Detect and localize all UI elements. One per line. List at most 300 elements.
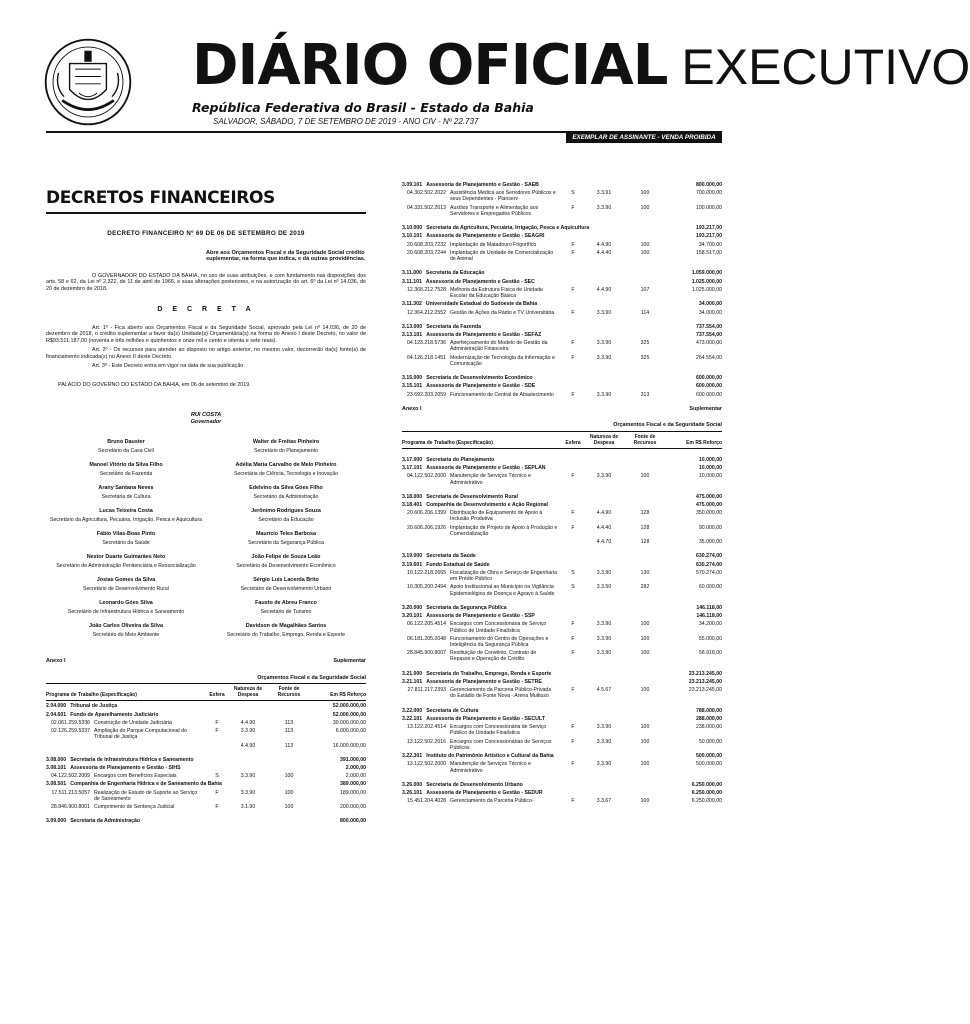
secretary-name: Manoel Vitório da Silva Filho <box>89 462 163 469</box>
row-code: 3.09.101 <box>402 182 423 188</box>
row-nature: 3.3.90 <box>596 309 612 316</box>
row-code: 28.845.900.8007 <box>407 650 446 657</box>
row-value: 23.213.245,00 <box>688 670 722 677</box>
row-description: Implantação de Projeto de Apoio à Produção e Comercialização <box>450 524 558 537</box>
row-value: 189.000,00 <box>340 789 366 796</box>
row-value: 6.250.000,00 <box>691 781 722 788</box>
row-code: 2.04.000 <box>46 703 67 710</box>
row-value: 193.217,00 <box>696 233 722 240</box>
table-row <box>402 525 722 537</box>
table-group-row <box>402 679 722 685</box>
secretary-signature <box>46 623 206 646</box>
secretary-signature <box>206 577 366 600</box>
row-nature: 3.3.90 <box>240 789 256 796</box>
table-row <box>402 190 722 202</box>
secretary-signature <box>46 531 206 554</box>
row-description: Gestão de Ações da Rádio e TV Universitária <box>450 309 555 316</box>
row-sphere: F <box>571 510 575 517</box>
row-nature: 3.3.90 <box>596 621 612 628</box>
row-value: 146.118,00 <box>696 613 722 620</box>
secretary-role: Secretário de Administração Penitenciária e Ressocialização <box>56 562 196 569</box>
row-code: 10.305.200.2494 <box>407 584 446 591</box>
row-description: Construção de Unidade Judiciária <box>94 719 172 726</box>
row-code: 23.692.203.2059 <box>407 391 446 398</box>
secretary-role: Secretário da Educação <box>258 516 314 523</box>
row-code: 3.10.101 <box>402 233 423 240</box>
row-value: 6.250.000,00 <box>691 798 722 805</box>
table-group-row <box>402 465 722 471</box>
table-row <box>402 584 722 596</box>
row-code: 3.11.101 <box>402 278 422 285</box>
row-value: 34.700,00 <box>698 241 722 248</box>
row-description: Encargos com Benefícios Especiais <box>94 773 177 780</box>
row-nature: 3.3.90 <box>596 650 612 657</box>
row-source: 100 <box>284 789 294 796</box>
decree-article-2: Art. 2º - Os recursos para atender ao disposto no artigo anterior, no mesmo valor, decorrerão da(s) fonte(s) de financiamento indicada(s) no Anexo II deste Decreto. <box>46 347 366 360</box>
row-value: 193.217,00 <box>696 225 722 232</box>
secretary-name: Sérgio Luís Lacerda Brito <box>253 577 319 584</box>
table-group-row <box>402 494 722 500</box>
decree-article-3: Art. 3º - Este Decreto entra em vigor na data de sua publicação. <box>92 363 245 370</box>
row-source: 100 <box>284 773 294 780</box>
row-code: 3.11.302 <box>402 301 422 308</box>
decree-article-1: Art. 1º - Fica aberto aos Orçamentos Fiscal e da Seguridade Social, aprovado pela Lei nº 14.036, de 20 de dezembro de 2018, o crédito suplementar a favor da(s) Unidade(s) Orçamentária(s) na forma do Anexo I deste Decreto, no valor de R$93.511.187,00 (noventa e três milhões e quinhentos e onze mil e cento e oitenta e sete reais). <box>46 324 366 344</box>
table-group-row <box>402 613 722 619</box>
row-description: Assessoria de Planejamento e Gestão - SECULT <box>426 715 545 722</box>
row-description: Secretaria da Agricultura, Pecuária, Irrigação, Pesca e Aquicultura <box>426 225 590 232</box>
row-description: Secretaria da Fazenda <box>426 323 481 330</box>
secretary-role: Secretário da Segurança Pública <box>248 539 324 546</box>
row-description: Assessoria de Planejamento e Gestão - SETRE <box>426 678 542 685</box>
row-code: 3.11.000 <box>402 270 422 277</box>
table-row <box>402 687 722 699</box>
row-sphere: F <box>215 719 219 726</box>
row-value: 158.517,00 <box>696 249 722 256</box>
row-nature: 4.4.40 <box>596 249 612 256</box>
row-value: 1.025.000,00 <box>691 286 722 293</box>
row-code: 3.22.101 <box>402 715 423 722</box>
row-description: Funcionamento do Centro de Operações e Inteligência da Segurança Pública <box>450 635 549 648</box>
secretary-role: Secretário do Planejamento <box>253 447 319 454</box>
row-sphere: F <box>215 728 219 735</box>
masthead-title-bold: DIÁRIO OFICIAL <box>192 33 668 98</box>
secretary-signature <box>46 577 206 600</box>
row-source: 100 <box>640 798 650 805</box>
row-value: 10.000,00 <box>698 456 722 463</box>
row-value: 56.918,00 <box>698 650 722 657</box>
row-source: 113 <box>284 742 294 749</box>
row-nature: 4.5.67 <box>596 687 612 694</box>
row-description: Assessoria de Planejamento e Gestão - SDE <box>426 383 536 390</box>
annex-kind: Suplementar <box>333 658 366 665</box>
row-code: 12.368.212.7528 <box>407 286 446 293</box>
col-program: Programa de Trabalho (Especificação) <box>402 439 493 446</box>
row-description: Secretaria de Desenvolvimento Urbano <box>426 781 523 788</box>
row-value: 10.000,00 <box>698 473 722 480</box>
secretary-name: Bruno Dauster <box>107 439 145 446</box>
row-code: 04.331.502.2013 <box>407 204 446 211</box>
row-code: 02.126.259.5337 <box>51 728 90 735</box>
annex-label: Anexo I <box>46 658 66 665</box>
row-code: 3.21.101 <box>402 678 423 685</box>
decree-title: DECRETO FINANCEIRO Nº 69 DE 06 DE SETEMBRO DE 2019 <box>107 230 305 237</box>
secretary-role: Secretário da Saúde <box>102 539 150 546</box>
row-description: Implantação de Matadouro Frigorífico <box>450 241 537 248</box>
row-nature: 3.3.90 <box>596 569 612 576</box>
row-source: 113 <box>284 728 294 735</box>
row-source: 100 <box>640 204 650 211</box>
row-sphere: F <box>571 354 575 361</box>
row-description: Secretaria de Desenvolvimento Rural <box>426 493 518 500</box>
row-nature: 3.3.90 <box>596 738 612 745</box>
col-nature: Natureza de Despesa <box>589 433 619 446</box>
masthead-title-light: EXECUTIVO <box>681 39 970 95</box>
row-sphere: S <box>215 773 219 780</box>
row-code: 20.608.203.7244 <box>407 249 446 256</box>
row-source: 282 <box>640 584 650 591</box>
table-row <box>402 473 722 485</box>
secretary-name: Lucas Teixeira Costa <box>99 508 153 515</box>
row-source: 100 <box>284 804 294 811</box>
table-row <box>46 743 366 749</box>
row-source: 325 <box>640 354 650 361</box>
row-value: 475.000,00 <box>696 502 722 508</box>
row-value: 10.000,00 <box>698 465 722 472</box>
secretaries-grid <box>46 439 366 646</box>
secretary-signature <box>206 485 366 508</box>
row-value: 800.000,00 <box>340 818 366 825</box>
row-source: 100 <box>640 473 650 480</box>
row-description: Implantação de Unidade de Comercialização de Animal <box>450 249 554 263</box>
row-source: 100 <box>640 738 650 745</box>
row-code: 04.126.218.1451 <box>407 354 446 361</box>
row-value: 23.213.245,00 <box>688 687 722 694</box>
row-nature: 3.3.90 <box>596 204 612 211</box>
row-nature: 3.3.90 <box>240 773 256 780</box>
row-sphere: F <box>571 621 575 628</box>
budget-table-left <box>46 703 366 824</box>
row-code: 3.18.401 <box>402 502 423 508</box>
section-title: DECRETOS FINANCEIROS <box>46 188 275 208</box>
secretary-signature <box>206 531 366 554</box>
row-description: Funcionamento de Central de Abastecimento <box>450 391 554 398</box>
row-description: Assessoria de Planejamento e Gestão - SEDUR <box>426 789 543 796</box>
col-program: Programa de Trabalho (Especificação) <box>46 692 137 699</box>
row-nature: 4.4.90 <box>240 719 256 726</box>
row-description: Secretaria de Infraestrutura Hídrica e Saneamento <box>70 756 194 763</box>
table-row <box>46 728 366 740</box>
table-group-row <box>402 753 722 759</box>
palace-line: PALÁCIO DO GOVERNO DO ESTADO DA BAHIA, em 06 de setembro de 2019. <box>58 381 251 388</box>
table-group-row <box>402 562 722 568</box>
row-value: 50.000,00 <box>698 738 722 745</box>
table-group-row <box>402 270 722 276</box>
row-description: Gerenciamento da Parceria Público- <box>450 798 534 805</box>
row-description: Tribunal de Justiça <box>70 703 118 710</box>
row-code: 3.17.000 <box>402 456 423 463</box>
right-column <box>402 180 722 804</box>
row-sphere: F <box>571 724 575 731</box>
row-value: 288.000,00 <box>696 715 722 722</box>
row-source: 313 <box>640 391 650 398</box>
row-value: 630.274,00 <box>696 553 722 560</box>
row-description: Aperfeiçoamento do Modelo de Gestão da Administração Financeira <box>450 340 548 353</box>
row-code: 13.122.202.4514 <box>407 724 446 731</box>
row-description: Manutenção de Serviços Técnico e Administrativo <box>450 761 531 774</box>
row-sphere: F <box>571 309 575 316</box>
row-code: 10.122.218.2665 <box>407 569 446 576</box>
row-sphere: F <box>571 687 575 694</box>
row-code: 04.302.502.2022 <box>407 190 446 197</box>
budget-label: Orçamentos Fiscal e da Seguridade Social <box>402 422 722 431</box>
budget-label: Orçamentos Fiscal e da Seguridade Social <box>46 675 366 684</box>
col-source: Fonte de Recursos <box>277 686 301 699</box>
row-code: 12.364.212.2552 <box>407 309 446 316</box>
budget-table-right-bottom <box>402 457 722 805</box>
table-group-row <box>402 502 722 508</box>
row-code: 20.606.206.1926 <box>407 524 446 531</box>
row-sphere: F <box>571 650 575 657</box>
row-source: 128 <box>640 510 650 517</box>
table-group-row <box>402 324 722 330</box>
row-value: 389.000,00 <box>340 781 366 788</box>
table-group-row <box>402 301 722 307</box>
row-description: Secretaria da Saúde <box>426 553 476 560</box>
table-row <box>402 510 722 522</box>
masthead-subtitle: República Federativa do Brasil - Estado da Bahia <box>192 100 534 115</box>
table-row <box>402 650 722 662</box>
budget-table-right-top <box>402 182 722 398</box>
row-nature: 4.4.70 <box>596 539 612 546</box>
table-group-row <box>46 781 366 787</box>
row-value: 52.000.000,00 <box>332 711 366 718</box>
row-source: 107 <box>640 286 650 293</box>
row-code: 3.08.000 <box>46 756 67 763</box>
row-code: 06.122.205.4514 <box>407 621 446 628</box>
row-sphere: F <box>571 738 575 745</box>
col-value: Em R$ Reforço <box>330 692 366 699</box>
row-code: 3.21.000 <box>402 670 423 677</box>
row-code: 28.846.900.8001 <box>51 804 90 811</box>
table-row <box>46 720 366 726</box>
table-group-row <box>402 225 722 231</box>
secretary-signature <box>206 508 366 531</box>
table-group-row <box>402 782 722 788</box>
secretary-name: Leonardo Góes Silva <box>99 600 153 607</box>
row-value: 473.000,00 <box>696 340 722 347</box>
row-sphere: F <box>571 761 575 768</box>
annex-right-header <box>402 406 722 412</box>
row-description: Distribuição de Equipamento de Apoio à Inclusão Produtiva <box>450 510 543 523</box>
table-group-row <box>46 703 366 709</box>
secretary-role: Secretário de Desenvolvimento Econômico <box>236 562 336 569</box>
row-sphere: F <box>571 473 575 480</box>
table-row <box>402 205 722 217</box>
secretary-role: Secretário de Desenvolvimento Rural <box>83 585 169 592</box>
row-code: 20.608.203.7232 <box>407 241 446 248</box>
row-description: Apoio Institucional ao Município na Vigilância Epidemiológica de Doença e Agravo à Saúde <box>450 584 555 597</box>
annex-kind: Suplementar <box>689 405 722 412</box>
row-value: 35.000,00 <box>698 539 722 546</box>
row-value: 200.000,00 <box>340 804 366 811</box>
row-value: 788.000,00 <box>696 707 722 714</box>
row-description: Secretaria de Desenvolvimento Econômico <box>426 375 533 382</box>
row-nature: 4.4.90 <box>240 742 256 749</box>
row-code: 3.15.101 <box>402 383 423 390</box>
row-nature: 3.3.91 <box>596 190 612 197</box>
row-value: 475.000,00 <box>696 493 722 500</box>
row-code: 13.122.502.2000 <box>407 761 446 768</box>
row-description: Assessoria de Planejamento e Gestão - SEPLAN <box>426 465 546 472</box>
secretary-role: Secretário da Agricultura, Pecuária, Irrigação, Pesca e Aquicultura <box>50 516 202 523</box>
table-row <box>402 242 722 248</box>
secretary-role: Secretário da Administração <box>253 493 319 500</box>
table-group-row <box>402 182 722 188</box>
subscriber-badge: EXEMPLAR DE ASSINANTE - VENDA PROIBIDA <box>566 133 722 143</box>
row-description: Fundo de Aparelhamento Judiciário <box>70 711 159 718</box>
table-row <box>402 539 722 545</box>
row-sphere: F <box>571 286 575 293</box>
row-value: 55.000,00 <box>698 635 722 642</box>
row-value: 16.000.000,00 <box>332 742 366 749</box>
col-sphere: Esfera <box>565 439 581 446</box>
row-value: 146.118,00 <box>696 604 722 611</box>
secretary-name: Fausto de Abreu Franco <box>255 600 317 607</box>
table-row <box>402 287 722 299</box>
secretary-name: Josias Gomes da Silva <box>96 577 156 584</box>
row-source: 100 <box>640 621 650 628</box>
row-description: Secretaria da Administração <box>70 818 141 825</box>
row-code: 27.811.217.2393 <box>407 687 446 694</box>
row-sphere: F <box>215 789 219 796</box>
governor-role: Governador <box>190 418 222 425</box>
row-sphere: F <box>571 241 575 248</box>
secretary-name: Fábio Vilas-Boas Pinto <box>96 531 156 538</box>
row-code: 06.181.205.2048 <box>407 635 446 642</box>
row-source: 100 <box>640 249 650 256</box>
row-description: Assessoria de Planejamento e Gestão - SEAGRI <box>426 233 545 240</box>
table-row <box>46 804 366 810</box>
table-group-row <box>402 383 722 389</box>
row-description: Assessoria de Planejamento e Gestão - SEC <box>425 278 535 285</box>
secretary-signature <box>46 600 206 623</box>
table-group-row <box>402 790 722 796</box>
row-code: 3.22.000 <box>402 707 423 714</box>
annex-label: Anexo I <box>402 405 422 412</box>
row-sphere: F <box>571 340 575 347</box>
secretary-signature <box>46 485 206 508</box>
table-group-row <box>402 375 722 381</box>
table-row <box>46 773 366 779</box>
table-row <box>402 570 722 582</box>
table-row <box>402 724 722 736</box>
row-nature: 3.3.90 <box>596 635 612 642</box>
row-value: 90.000,00 <box>698 524 722 531</box>
row-nature: 3.3.90 <box>596 724 612 731</box>
decree-ementa: Abre aos Orçamentos Fiscal e da Seguridade Social crédito suplementar, na forma que indica, e dá outras providências. <box>206 249 366 263</box>
row-value: 600.000,00 <box>696 375 722 382</box>
secretary-signature <box>46 439 206 462</box>
row-description: Encargos com Concessionária de Serviço Público de Unidade Finalística <box>450 724 547 737</box>
row-description: Manutenção de Serviços Técnico e Administrativo <box>450 473 531 486</box>
secretary-signature <box>46 554 206 577</box>
row-description: Ampliação do Parque Computacional do Tribunal de Justiça <box>94 728 187 741</box>
table-group-row <box>46 818 366 824</box>
secretary-role: Secretário de Infraestrutura Hídrica e Saneamento <box>67 608 185 615</box>
row-nature: 3.3.90 <box>596 761 612 768</box>
row-code: 20.606.206.1399 <box>407 510 446 517</box>
row-code: 2.04.601 <box>46 711 67 718</box>
row-value: 600.000,00 <box>696 391 722 398</box>
row-sphere: F <box>571 391 575 398</box>
row-source: 128 <box>640 524 650 531</box>
row-value: 30.000.000,00 <box>332 719 366 726</box>
row-source: 114 <box>640 309 650 316</box>
row-nature: 3.3.90 <box>596 354 612 361</box>
row-description: Encargos com Concessionária de Serviço Público de Unidade Finalística <box>450 621 547 634</box>
row-code: 04.122.502.2000 <box>407 473 446 480</box>
row-sphere: F <box>571 798 575 805</box>
row-nature: 3.1.90 <box>240 804 256 811</box>
row-value: 100.000,00 <box>696 204 722 211</box>
row-value: 2.000,00 <box>345 773 366 780</box>
secretary-name: Maurício Teles Barbosa <box>255 531 317 538</box>
table-group-row <box>402 457 722 463</box>
table-row <box>402 739 722 751</box>
row-code: 3.19.601 <box>402 561 423 568</box>
secretary-signature <box>46 508 206 531</box>
col-nature: Natureza de Despesa <box>233 686 263 699</box>
secretary-role: Secretário de Turismo <box>260 608 312 615</box>
row-value: 238.000,00 <box>696 724 722 731</box>
annex-left-header <box>46 658 366 664</box>
table-row <box>402 621 722 633</box>
masthead-title <box>192 33 970 98</box>
row-description: Secretaria da Educação <box>425 270 485 277</box>
row-code: 3.18.000 <box>402 493 423 500</box>
row-description: Auxílios Transporte e Alimentação aos Servidores e Empregados Públicos <box>450 204 539 217</box>
row-code: 3.17.101 <box>402 465 423 472</box>
secretary-role: Secretário do Trabalho, Emprego, Renda e Esporte <box>226 631 346 638</box>
row-value: 34.000,00 <box>698 309 722 316</box>
secretary-signature <box>206 623 366 646</box>
section-rule <box>46 212 366 214</box>
row-nature: 3.3.50 <box>596 584 612 591</box>
row-code: 3.13.101 <box>402 331 423 338</box>
row-code: 04.122.502.2009 <box>51 773 90 780</box>
row-sphere: S <box>571 190 575 197</box>
row-description: Assessoria de Planejamento e Gestão - SSP <box>426 613 535 620</box>
row-description: Secretaria do Trabalho, Emprego, Renda e Esporte <box>426 670 552 677</box>
row-nature: 3.3.90 <box>596 391 612 398</box>
row-sphere: F <box>571 524 575 531</box>
table-row <box>402 310 722 316</box>
secretary-signature <box>206 554 366 577</box>
secretary-role: Secretário de Desenvolvimento Urbano <box>240 585 332 592</box>
row-description: Assessoria de Planejamento e Gestão - SIHS <box>70 764 181 771</box>
secretary-role: Secretário do Meio Ambiente <box>92 631 160 638</box>
table-row <box>402 340 722 352</box>
row-sphere: F <box>571 635 575 642</box>
table-group-row <box>46 765 366 771</box>
row-sphere: F <box>571 204 575 211</box>
row-nature: 4.4.90 <box>596 286 612 293</box>
row-description: Secretaria de Cultura <box>426 707 479 714</box>
secretary-signature <box>206 600 366 623</box>
table-row <box>402 250 722 262</box>
row-sphere: F <box>571 249 575 256</box>
secretary-name: Adélia Maria Carvalho de Melo Pinheiro <box>235 462 337 469</box>
